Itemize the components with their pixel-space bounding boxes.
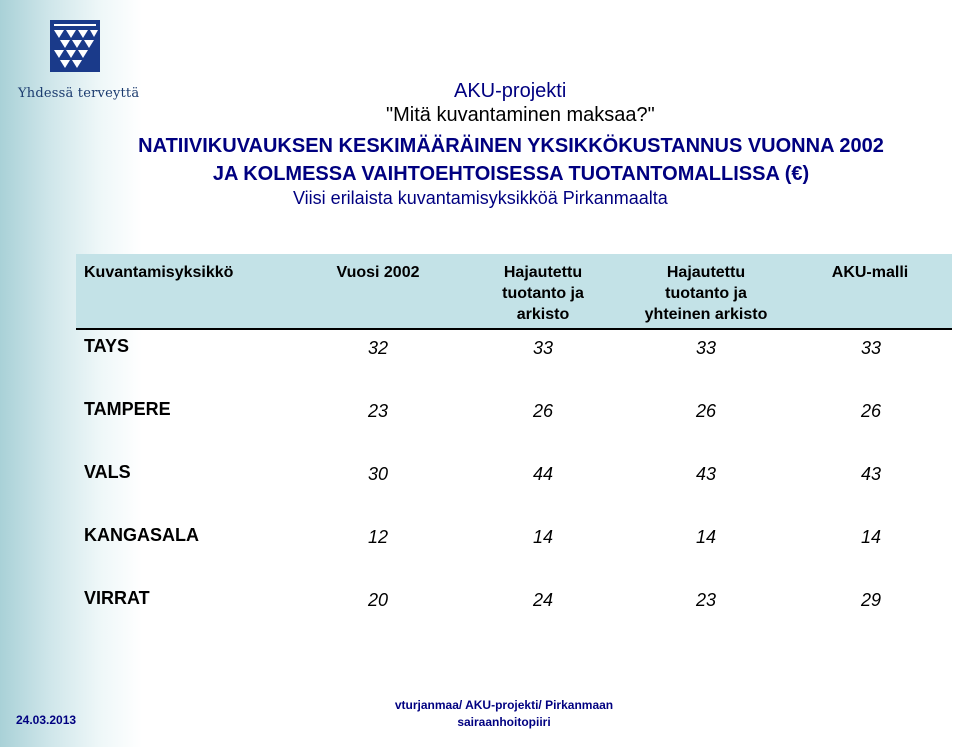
page-heading bbox=[66, 132, 956, 188]
table-cell: 26 bbox=[860, 401, 882, 421]
table-cell: 26 bbox=[532, 401, 554, 421]
column-header-shared-archive bbox=[628, 262, 784, 325]
table-cell: 12 bbox=[367, 527, 389, 547]
table-row-label: TAMPERE bbox=[84, 399, 171, 419]
subtitle: Viisi erilaista kuvantamisyksikköä Pirkanmaalta bbox=[293, 188, 668, 208]
heading-line-2: JA KOLMESSA VAIHTOEHTOISESSA TUOTANTOMALLISSA (€) bbox=[212, 163, 810, 185]
footer-path bbox=[384, 697, 624, 731]
column-header-shared-line-2: tuotanto ja bbox=[665, 285, 747, 302]
column-header-distributed bbox=[478, 262, 608, 325]
column-header-year: Vuosi 2002 bbox=[336, 264, 420, 281]
table-cell: 43 bbox=[860, 464, 882, 484]
column-header-distributed-line-3: arkisto bbox=[516, 306, 570, 323]
sidebar-band bbox=[0, 0, 142, 747]
table-cell: 30 bbox=[367, 464, 389, 484]
logo-text: Yhdessä terveyttä bbox=[18, 86, 140, 101]
quote-title: "Mitä kuvantaminen maksaa?" bbox=[386, 104, 655, 126]
column-header-shared-line-1: Hajautettu bbox=[666, 264, 746, 281]
footer-path-line-1: vturjanmaa/ AKU-projekti/ Pirkanmaan bbox=[394, 698, 614, 712]
column-header-distributed-line-2: tuotanto ja bbox=[502, 285, 584, 302]
table-cell: 32 bbox=[367, 338, 389, 358]
table-cell: 24 bbox=[532, 590, 554, 610]
column-header-aku: AKU-malli bbox=[831, 264, 909, 281]
table-row-label: VALS bbox=[84, 462, 131, 482]
table-cell: 44 bbox=[532, 464, 554, 484]
table-cell: 14 bbox=[532, 527, 554, 547]
table-cell: 43 bbox=[695, 464, 717, 484]
heading-line-1: NATIIVIKUVAUKSEN KESKIMÄÄRÄINEN YKSIKKÖKUSTANNUS VUONNA 2002 bbox=[138, 135, 884, 157]
hospital-district-logo-icon bbox=[50, 20, 100, 72]
table-cell: 33 bbox=[695, 338, 717, 358]
table-cell: 29 bbox=[860, 590, 882, 610]
table-row-label: KANGASALA bbox=[84, 525, 199, 545]
project-title: AKU-projekti bbox=[454, 80, 567, 102]
table-row-label: VIRRAT bbox=[84, 588, 150, 608]
column-header-unit: Kuvantamisyksikkö bbox=[84, 264, 234, 281]
column-header-shared-line-3: yhteinen arkisto bbox=[644, 306, 768, 323]
table-cell: 33 bbox=[532, 338, 554, 358]
table-cell: 23 bbox=[367, 401, 389, 421]
column-header-distributed-line-1: Hajautettu bbox=[503, 264, 583, 281]
table-cell: 14 bbox=[695, 527, 717, 547]
table-cell: 23 bbox=[695, 590, 717, 610]
table-cell: 14 bbox=[860, 527, 882, 547]
table-row-label: TAYS bbox=[84, 336, 130, 356]
table-cell: 26 bbox=[695, 401, 717, 421]
footer-date: 24.03.2013 bbox=[16, 713, 77, 727]
table-cell: 33 bbox=[860, 338, 882, 358]
footer-path-line-2: sairaanhoitopiiri bbox=[457, 715, 551, 729]
table-cell: 20 bbox=[367, 590, 389, 610]
